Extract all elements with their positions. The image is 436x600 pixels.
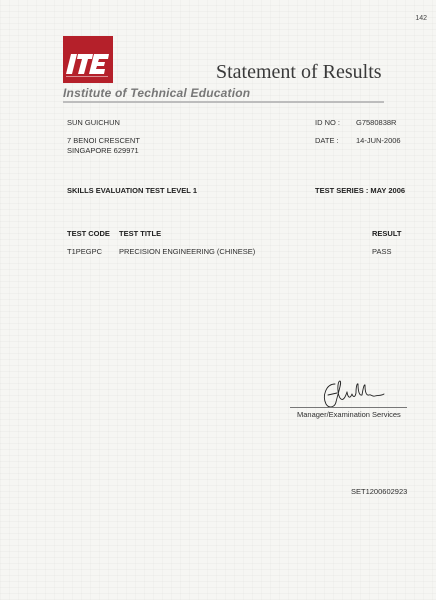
row-test-code: T1PEGPC: [67, 247, 103, 256]
date-label: DATE :: [315, 136, 339, 145]
candidate-name: SUN GUICHUN: [67, 118, 120, 127]
institution-name: Institute of Technical Education: [63, 86, 251, 100]
reference-number: SET1200602923: [351, 487, 408, 496]
signature-line: [290, 407, 407, 408]
header-test-code: TEST CODE: [67, 229, 110, 238]
address-line-1: 7 BENOI CRESCENT: [67, 136, 140, 145]
header-rule: [63, 101, 384, 103]
id-label: ID NO :: [315, 118, 341, 127]
row-result: PASS: [372, 247, 392, 256]
date-value: 14-JUN-2006: [356, 136, 401, 145]
document-title: Statement of Results: [216, 61, 382, 83]
address-line-2: SINGAPORE 629971: [67, 146, 139, 155]
page-number: 142: [415, 15, 427, 22]
id-value: G7580838R: [356, 118, 397, 127]
row-test-title: PRECISION ENGINEERING (CHINESE): [119, 247, 256, 256]
test-name: SKILLS EVALUATION TEST LEVEL 1: [67, 186, 198, 195]
header-result: RESULT: [372, 229, 402, 238]
ite-logo: [63, 36, 113, 83]
signatory-title: Manager/Examination Services: [297, 410, 401, 419]
header-test-title: TEST TITLE: [119, 229, 162, 238]
test-series: TEST SERIES : MAY 2006: [315, 186, 406, 195]
